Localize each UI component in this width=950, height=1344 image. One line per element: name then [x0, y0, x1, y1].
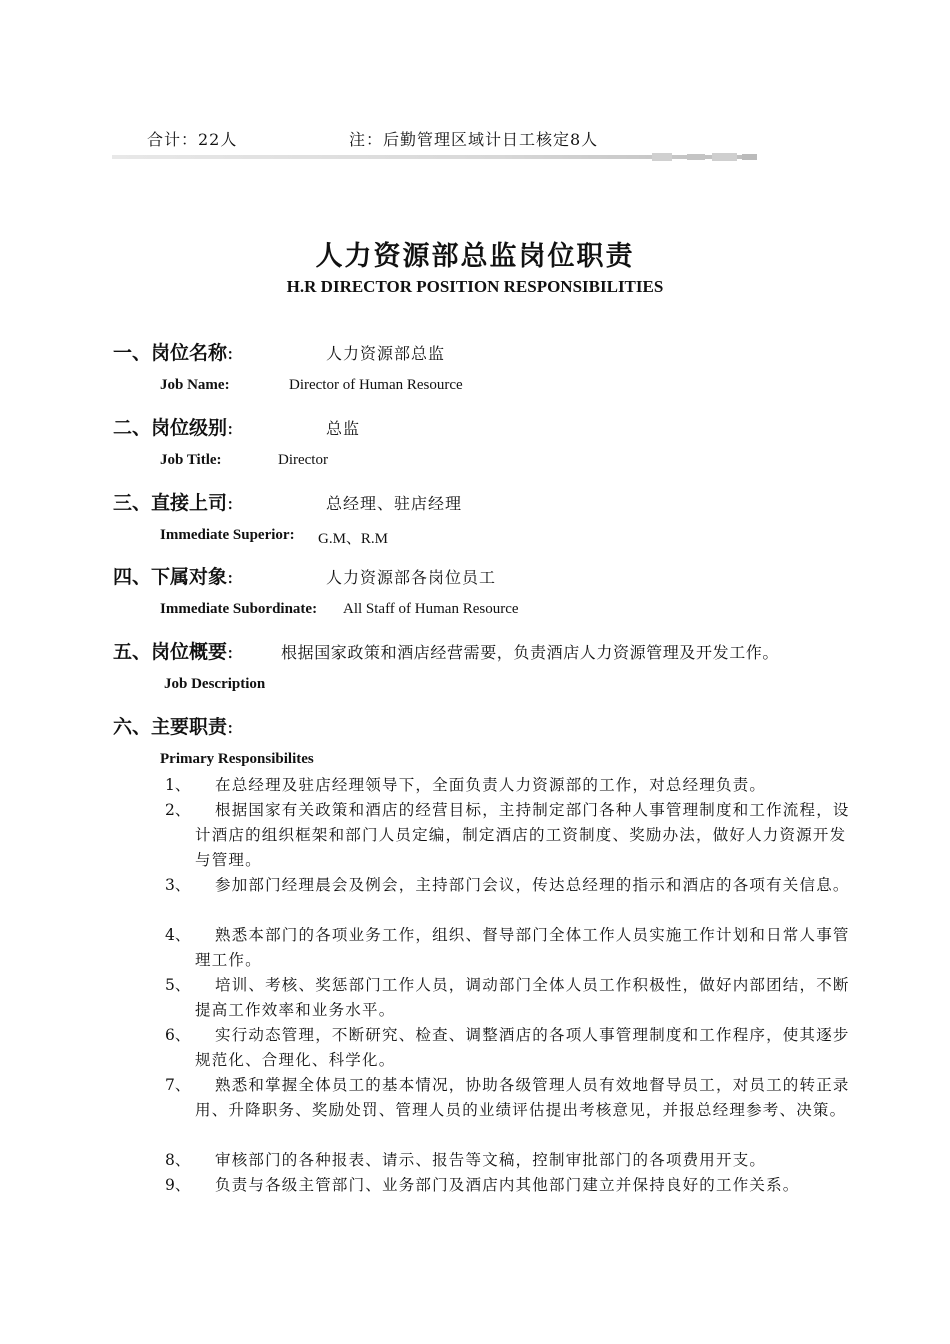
section-value: 人力资源部各岗位员工: [326, 568, 497, 587]
section-en-label: Immediate Superior:: [160, 527, 295, 543]
section-heading: [113, 712, 233, 739]
section-heading: [113, 338, 233, 365]
list-item-text: 审核部门的各种报表、请示、报告等文稿，控制审批部门的各项费用开支。: [215, 1151, 767, 1169]
list-item-text: 熟悉和掌握全体员工的基本情况，协助各级管理人员有效地督导员工，对员工的转正录用、升降职务、奖励处罚、管理人员的业绩评估提出考核意见，并报总经理参考、决策。: [195, 1076, 850, 1119]
section-colon: :: [227, 716, 234, 738]
list-item-number: 4、: [165, 926, 191, 944]
section-colon: :: [227, 342, 234, 364]
section-value: 总监: [326, 419, 361, 438]
section-heading-label: 三、直接上司: [113, 492, 228, 514]
note-text: 注：后勤管理区域计日工核定8人: [349, 130, 599, 149]
section-en-value: All Staff of Human Resource: [343, 601, 519, 617]
list-item-text: 实行动态管理，不断研究、检查、调整酒店的各项人事管理制度和工作程序，使其逐步规范化、合理化、科学化。: [195, 1026, 850, 1069]
list-item-number: 3、: [165, 876, 191, 894]
list-item-number: 6、: [165, 1026, 191, 1044]
list-item-text: 培训、考核、奖惩部门工作人员，调动部门全体人员工作积极性，做好内部团结，不断提高工作效率和业务水平。: [195, 976, 850, 1019]
section-colon: :: [227, 492, 234, 514]
section-en-value: Director: [278, 452, 328, 468]
list-item-text: 根据国家有关政策和酒店的经营目标，主持制定部门各种人事管理制度和工作流程，设计酒店的组织框架和部门人员定编，制定酒店的工资制度、奖励办法，做好人力资源开发与管理。: [195, 801, 850, 869]
section-en-label: Job Title:: [160, 452, 222, 468]
list-item-text: 负责与各级主管部门、业务部门及酒店内其他部门建立并保持良好的工作关系。: [215, 1176, 800, 1194]
list-item-number: 9、: [165, 1176, 191, 1194]
section-heading-label: 五、岗位概要: [113, 641, 228, 663]
section-heading: [113, 488, 233, 515]
section-colon: :: [227, 417, 234, 439]
section-heading-label: 一、岗位名称: [113, 342, 228, 364]
section-en-label: Job Name:: [160, 377, 230, 393]
list-item-text: 熟悉本部门的各项业务工作，组织、督导部门全体工作人员实施工作计划和日常人事管理工作。: [195, 926, 850, 969]
section-heading: [113, 637, 233, 664]
section-en-value: Director of Human Resource: [289, 377, 463, 393]
total-count: 合计：22人: [147, 130, 238, 149]
list-item-number: 2、: [165, 801, 191, 819]
section-en-label: Primary Responsibilites: [160, 751, 314, 767]
section-value: 总经理、驻店经理: [326, 494, 463, 513]
section-heading-label: 二、岗位级别: [113, 417, 228, 439]
section-heading: [113, 562, 233, 589]
section-value: 人力资源部总监: [326, 344, 446, 363]
list-item-number: 8、: [165, 1151, 191, 1169]
page-title: 人力资源部总监岗位职责: [315, 241, 635, 272]
list-item-number: 1、: [165, 776, 191, 794]
section-colon: :: [227, 566, 234, 588]
section-heading-label: 六、主要职责: [113, 716, 228, 738]
section-value: 根据国家政策和酒店经营需要，负责酒店人力资源管理及开发工作。: [281, 643, 780, 662]
list-item-text: 参加部门经理晨会及例会，主持部门会议，传达总经理的指示和酒店的各项有关信息。: [215, 876, 850, 894]
list-item-text: 在总经理及驻店经理领导下，全面负责人力资源部的工作，对总经理负责。: [215, 776, 767, 794]
section-en-label: Immediate Subordinate:: [160, 601, 318, 617]
section-en-value: G.M、R.M: [318, 531, 389, 547]
section-heading-label: 四、下属对象: [113, 566, 228, 588]
divider-rule: [112, 152, 757, 162]
list-item-number: 7、: [165, 1076, 191, 1094]
section-colon: :: [227, 641, 234, 663]
section-en-label: Job Description: [164, 676, 266, 692]
list-item-number: 5、: [165, 976, 191, 994]
section-heading: [113, 413, 233, 440]
page-subtitle: H.R DIRECTOR POSITION RESPONSIBILITIES: [286, 277, 664, 296]
